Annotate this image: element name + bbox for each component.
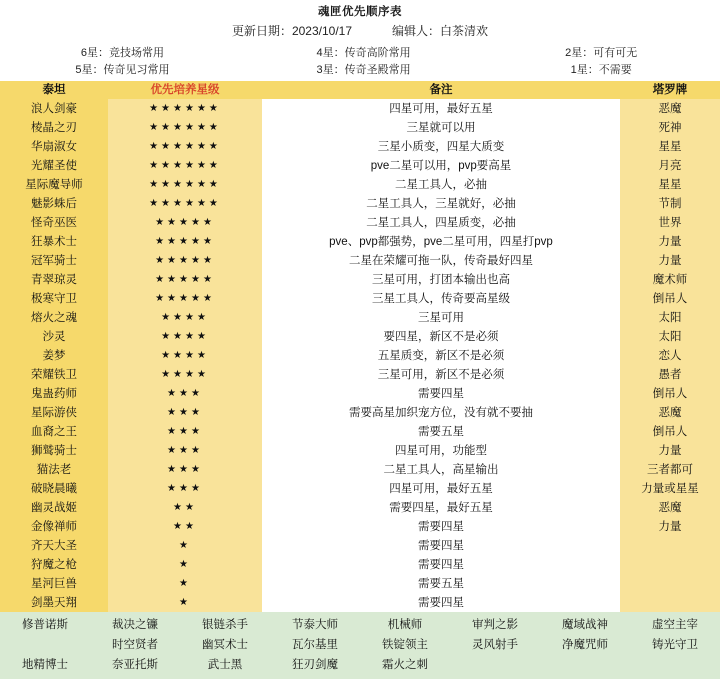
- star-glyphs: ★★★★★★: [149, 103, 221, 114]
- priority-stars: [108, 574, 262, 593]
- table-row: [0, 270, 720, 289]
- legend-block: [0, 43, 720, 81]
- footer-cell: 时空贤者: [112, 639, 158, 651]
- legend-cell: 5星：传奇见习常用: [75, 64, 170, 76]
- footer-cell: 铸光守卫: [652, 639, 698, 651]
- footer-cell: 修普诺斯: [22, 619, 68, 631]
- titan-tarot: 节制: [620, 194, 720, 213]
- titan-tarot: [620, 536, 720, 555]
- footer-cell: [540, 655, 630, 675]
- table-row: [0, 422, 720, 441]
- update-date-label: 更新日期：: [231, 24, 292, 38]
- titan-name: 棱晶之刃: [0, 118, 108, 137]
- titan-name: 狮鹫骑士: [0, 441, 108, 460]
- titan-note: 四星可用，功能型: [262, 441, 620, 460]
- star-glyphs: ★★★: [167, 445, 203, 456]
- titan-note: 二星工具人，高星输出: [262, 460, 620, 479]
- titan-tarot: [620, 574, 720, 593]
- priority-stars: [108, 270, 262, 289]
- update-date: [232, 22, 352, 39]
- titan-tarot: 恶魔: [620, 99, 720, 118]
- footer-cell: 瓦尔基里: [292, 639, 338, 651]
- titan-note: 三星就可以用: [262, 118, 620, 137]
- footer-cell: 审判之影: [472, 619, 518, 631]
- titan-tarot: [620, 555, 720, 574]
- priority-stars: [108, 99, 262, 118]
- titan-note: 二星工具人，三星就好，必抽: [262, 194, 620, 213]
- table-row: [0, 137, 720, 156]
- priority-stars: [108, 175, 262, 194]
- priority-stars: [108, 555, 262, 574]
- titan-tarot: 力量: [620, 232, 720, 251]
- titan-name: 华扇淑女: [0, 137, 108, 156]
- titan-note: 三星可用: [262, 308, 620, 327]
- titan-tarot: 世界: [620, 213, 720, 232]
- column-header-tarot: 塔罗牌: [620, 81, 720, 99]
- titan-note: 五星质变，新区不是必须: [262, 346, 620, 365]
- footer-cell: 虚空主宰: [652, 619, 698, 631]
- star-glyphs: ★★★★★: [155, 274, 215, 285]
- table-header: [0, 81, 720, 99]
- footer-cell: 狂刃剑魔: [292, 659, 338, 671]
- star-glyphs: ★: [179, 559, 191, 570]
- titan-name: 鬼蛊药师: [0, 384, 108, 403]
- legend-cell: 4星：传奇高阶常用: [316, 47, 411, 59]
- footer-row: [0, 635, 720, 655]
- titan-note: 四星可用，最好五星: [262, 479, 620, 498]
- titan-name: 狂暴术士: [0, 232, 108, 251]
- star-glyphs: ★★★: [167, 388, 203, 399]
- star-glyphs: ★★★★: [161, 369, 209, 380]
- priority-stars: [108, 498, 262, 517]
- titan-tarot: 太阳: [620, 308, 720, 327]
- titan-tarot: 愚者: [620, 365, 720, 384]
- titan-name: 齐天大圣: [0, 536, 108, 555]
- titan-name: 浪人剑豪: [0, 99, 108, 118]
- star-glyphs: ★★★★★: [155, 236, 215, 247]
- titan-tarot: 三者都可: [620, 460, 720, 479]
- table-row: [0, 479, 720, 498]
- star-glyphs: ★★★★★: [155, 217, 215, 228]
- star-glyphs: ★★★★★★: [149, 198, 221, 209]
- table-row: [0, 308, 720, 327]
- titan-note: 需要四星: [262, 593, 620, 612]
- editor: [392, 22, 488, 39]
- extra-titan-table: [0, 615, 720, 675]
- footer-row: [0, 655, 720, 675]
- star-glyphs: ★★★: [167, 407, 203, 418]
- titan-name: 熔火之魂: [0, 308, 108, 327]
- titan-name: 光耀圣使: [0, 156, 108, 175]
- editor-value: 白茶清欢: [440, 24, 489, 38]
- table-row: [0, 156, 720, 175]
- table-row: [0, 194, 720, 213]
- priority-stars: [108, 213, 262, 232]
- titan-tarot: [620, 593, 720, 612]
- footer-cell: 霜火之刺: [382, 659, 428, 671]
- footer-row: [0, 615, 720, 635]
- titan-tarot: 月亮: [620, 156, 720, 175]
- update-date-value: 2023/10/17: [291, 24, 353, 38]
- column-header-note: 备注: [262, 81, 620, 99]
- table-row: [0, 118, 720, 137]
- priority-stars: [108, 517, 262, 536]
- footer-cell: 机械师: [387, 619, 423, 631]
- titan-name: 血裔之王: [0, 422, 108, 441]
- footer-cell: 节泰大师: [292, 619, 338, 631]
- footer-cell: 武士黑: [207, 659, 243, 671]
- star-glyphs: ★: [179, 540, 191, 551]
- titan-note: 二星工具人，四星质变，必抽: [262, 213, 620, 232]
- titan-name: 幽灵战姬: [0, 498, 108, 517]
- footer-cell: 铁锭领主: [382, 639, 428, 651]
- header-meta: [0, 21, 720, 43]
- footer-cell: 奈亚托斯: [112, 659, 158, 671]
- priority-stars: [108, 441, 262, 460]
- priority-stars: [108, 593, 262, 612]
- titan-note: 三星可用，打团本输出也高: [262, 270, 620, 289]
- titan-tarot: 倒吊人: [620, 289, 720, 308]
- star-glyphs: ★★★★★: [155, 255, 215, 266]
- titan-name: 破晓晨曦: [0, 479, 108, 498]
- table-row: [0, 232, 720, 251]
- editor-label: 编辑人：: [392, 24, 441, 38]
- star-glyphs: ★: [179, 597, 191, 608]
- titan-tarot: 倒吊人: [620, 422, 720, 441]
- titan-tarot: 星星: [620, 175, 720, 194]
- extra-titan-body: [0, 615, 720, 675]
- legend-cell: 1星：不需要: [570, 64, 632, 76]
- table-row: [0, 289, 720, 308]
- table-body: [0, 99, 720, 612]
- star-glyphs: ★★★★★★: [149, 122, 221, 133]
- table-row: [0, 517, 720, 536]
- titan-tarot: 恶魔: [620, 403, 720, 422]
- column-header-stars: 优先培养星级: [108, 81, 262, 99]
- titan-note: 二星工具人，必抽: [262, 175, 620, 194]
- titan-note: 需要四星，最好五星: [262, 498, 620, 517]
- table-row: [0, 327, 720, 346]
- star-glyphs: ★★: [173, 521, 197, 532]
- star-glyphs: ★★★: [167, 483, 203, 494]
- table-row: [0, 403, 720, 422]
- footer-cell: 裁决之镰: [112, 619, 158, 631]
- table-row: [0, 365, 720, 384]
- titan-name: 魅影蛛后: [0, 194, 108, 213]
- titan-name: 青翠琼灵: [0, 270, 108, 289]
- star-glyphs: ★: [179, 578, 191, 589]
- table-row: [0, 213, 720, 232]
- priority-stars: [108, 346, 262, 365]
- titan-note: 二星在荣耀可拖一队，传奇最好四星: [262, 251, 620, 270]
- legend-cell: 3星：传奇圣殿常用: [316, 64, 411, 76]
- table-row: [0, 175, 720, 194]
- titan-tarot: 力量或星星: [620, 479, 720, 498]
- priority-stars: [108, 156, 262, 175]
- table-row: [0, 574, 720, 593]
- titan-note: pve二星可以用，pvp要高星: [262, 156, 620, 175]
- header-block: [0, 0, 720, 81]
- titan-tarot: 倒吊人: [620, 384, 720, 403]
- legend-cell: 2星：可有可无: [565, 47, 638, 59]
- titan-note: 需要五星: [262, 574, 620, 593]
- footer-cell: 地精博士: [22, 659, 68, 671]
- star-glyphs: ★★★★★★: [149, 179, 221, 190]
- table-row: [0, 555, 720, 574]
- titan-name: 冠军骑士: [0, 251, 108, 270]
- titan-name: 沙灵: [0, 327, 108, 346]
- titan-note: 要四星，新区不是必须: [262, 327, 620, 346]
- footer-cell: 银链杀手: [202, 619, 248, 631]
- titan-tarot: 力量: [620, 517, 720, 536]
- footer-cell: 幽冥术士: [202, 639, 248, 651]
- legend-row: [0, 61, 720, 77]
- titan-name: 金像禅师: [0, 517, 108, 536]
- star-glyphs: ★★★★: [161, 350, 209, 361]
- priority-stars: [108, 308, 262, 327]
- titan-name: 剑墨天翔: [0, 593, 108, 612]
- priority-stars: [108, 194, 262, 213]
- table-row: [0, 384, 720, 403]
- titan-tarot: 星星: [620, 137, 720, 156]
- priority-stars: [108, 422, 262, 441]
- star-glyphs: ★★: [173, 502, 197, 513]
- table-header-row: [0, 81, 720, 99]
- titan-note: 需要五星: [262, 422, 620, 441]
- titan-note: 三星可用，新区不是必须: [262, 365, 620, 384]
- table-row: [0, 99, 720, 118]
- priority-stars: [108, 232, 262, 251]
- star-glyphs: ★★★★★★: [149, 141, 221, 152]
- priority-stars: [108, 365, 262, 384]
- titan-name: 怪奇巫医: [0, 213, 108, 232]
- priority-stars: [108, 289, 262, 308]
- titan-tarot: 恶魔: [620, 498, 720, 517]
- page-title: 魂匣优先顺序表: [318, 6, 402, 18]
- titan-name: 星河巨兽: [0, 574, 108, 593]
- titan-note: 需要四星: [262, 384, 620, 403]
- titan-tarot: 太阳: [620, 327, 720, 346]
- titan-note: 需要高星加织宠方位，没有就不要抽: [262, 403, 620, 422]
- legend-row: [0, 44, 720, 60]
- titan-note: 三星工具人，传奇要高星级: [262, 289, 620, 308]
- table-row: [0, 498, 720, 517]
- titan-note: 需要四星: [262, 536, 620, 555]
- titan-tarot: 死神: [620, 118, 720, 137]
- priority-stars: [108, 536, 262, 555]
- footer-cell: 灵风射手: [472, 639, 518, 651]
- table-row: [0, 536, 720, 555]
- priority-stars: [108, 118, 262, 137]
- titan-note: 三星小质变，四星大质变: [262, 137, 620, 156]
- priority-stars: [108, 460, 262, 479]
- priority-stars: [108, 479, 262, 498]
- column-header-name: 泰坦: [0, 81, 108, 99]
- titan-note: pve、pvp都强势，pve二星可用，四星打pvp: [262, 232, 620, 251]
- footer-cell: 魔域战神: [562, 619, 608, 631]
- star-glyphs: ★★★: [167, 464, 203, 475]
- footer-cell: [450, 655, 540, 675]
- titan-tarot: 力量: [620, 251, 720, 270]
- titan-note: 需要四星: [262, 555, 620, 574]
- star-glyphs: ★★★★: [161, 312, 209, 323]
- priority-stars: [108, 137, 262, 156]
- titan-name: 狩魔之枪: [0, 555, 108, 574]
- priority-stars: [108, 327, 262, 346]
- table-row: [0, 251, 720, 270]
- footer-cell: 净魔咒师: [562, 639, 608, 651]
- titan-note: 四星可用，最好五星: [262, 99, 620, 118]
- star-glyphs: ★★★★: [161, 331, 209, 342]
- titan-name: 猫法老: [0, 460, 108, 479]
- star-glyphs: ★★★★★★: [149, 160, 221, 171]
- footer-cell: [630, 655, 720, 675]
- footer-cell: [0, 635, 90, 655]
- legend-cell: 6星：竞技场常用: [80, 47, 164, 59]
- titan-name: 星际游侠: [0, 403, 108, 422]
- titan-tarot: 魔术师: [620, 270, 720, 289]
- table-row: [0, 346, 720, 365]
- titan-tarot: 力量: [620, 441, 720, 460]
- titan-name: 极寒守卫: [0, 289, 108, 308]
- star-glyphs: ★★★: [167, 426, 203, 437]
- titan-name: 姜梦: [0, 346, 108, 365]
- titan-name: 星际魔导师: [0, 175, 108, 194]
- priority-stars: [108, 403, 262, 422]
- priority-stars: [108, 251, 262, 270]
- titan-tarot: 恋人: [620, 346, 720, 365]
- table-row: [0, 593, 720, 612]
- table-row: [0, 460, 720, 479]
- titan-name: 荣耀铁卫: [0, 365, 108, 384]
- star-glyphs: ★★★★★: [155, 293, 215, 304]
- table-row: [0, 441, 720, 460]
- priority-stars: [108, 384, 262, 403]
- titan-note: 需要四星: [262, 517, 620, 536]
- titan-priority-table: [0, 81, 720, 612]
